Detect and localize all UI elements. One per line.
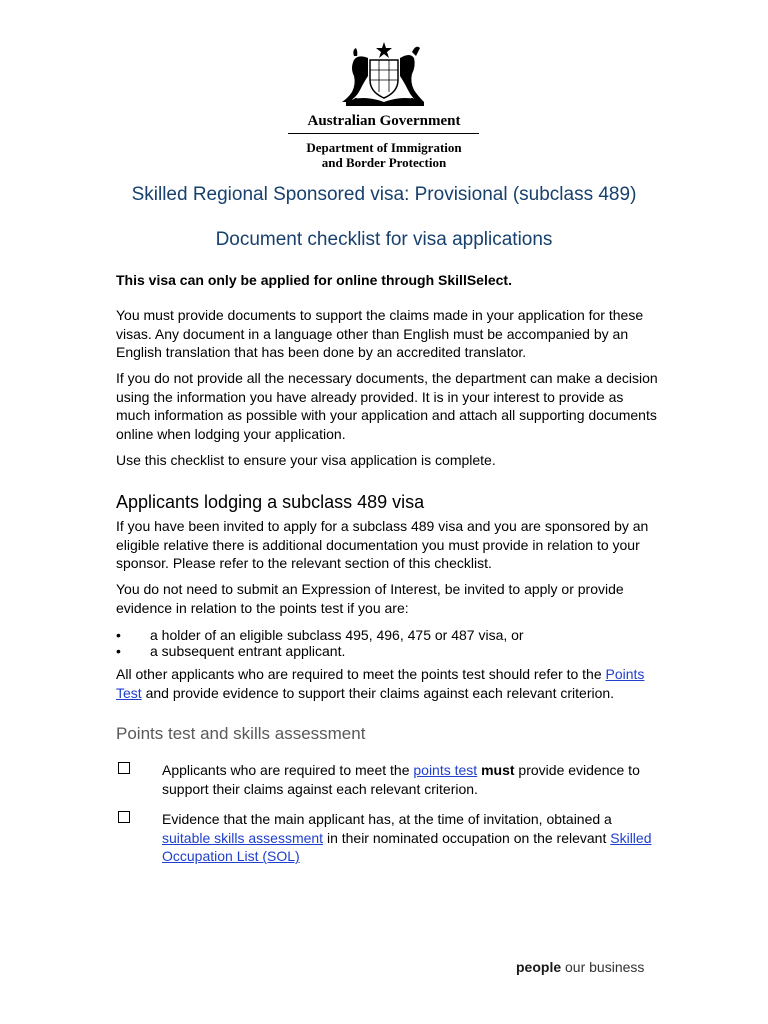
checklist-item-2-text: Evidence that the main applicant has, at the time of invitation, obtained a	[162, 811, 612, 827]
skilled-occupation-list-link[interactable]: Skilled Occupation List (SOL)	[162, 829, 652, 865]
department-line-1: Department of Immigration	[306, 140, 462, 155]
department-name	[288, 140, 480, 170]
intro-paragraph-2: If you do not provide all the necessary documents, the department can make a decision using the information you have already provided. It is in your interest to provide as much information as possible with your application and attach all supporting documents online when lodging your application.	[116, 370, 658, 442]
must-emphasis: must	[481, 762, 515, 778]
applicants-paragraph-2: You do not need to submit an Expression of Interest, be invited to apply or provide evidence in relation to the points test if you are:	[116, 581, 624, 616]
department-line-2: and Border Protection	[321, 155, 447, 170]
checklist-item-1-rest: provide evidence to support their claims against each relevant criterion.	[162, 762, 640, 797]
intro-paragraph-3: Use this checklist to ensure your visa application is complete.	[116, 452, 496, 468]
list-item-text: a holder of an eligible subclass 495, 496, 475 or 487 visa, or	[150, 627, 524, 643]
applicants-heading: Applicants lodging a subclass 489 visa	[116, 492, 425, 512]
points-test-inline-link[interactable]: points test	[413, 762, 478, 778]
points-heading: Points test and skills assessment	[116, 724, 366, 743]
page-title: Skilled Regional Sponsored visa: Provisional (subclass 489)	[131, 184, 637, 205]
applicants-paragraph-3	[116, 665, 661, 702]
online-only-note: This visa can only be applied for online through SkillSelect.	[116, 272, 512, 288]
footer-slogan-bold: people	[516, 959, 562, 975]
footer-slogan-light: our business	[561, 959, 645, 975]
footer-slogan	[516, 958, 644, 976]
checklist-checkbox-2[interactable]	[118, 811, 130, 823]
page-subtitle: Document checklist for visa applications	[215, 229, 553, 250]
checklist-checkbox-1[interactable]	[118, 762, 130, 774]
government-name: Australian Government	[307, 113, 461, 129]
points-test-intro-text: All other applicants who are required to meet the points test should refer to the	[116, 666, 606, 682]
checklist-item-2	[162, 810, 662, 866]
coat-of-arms-icon	[332, 40, 436, 108]
header-divider	[288, 133, 479, 134]
checklist-item-1	[162, 761, 662, 798]
points-test-link[interactable]: Points Test	[116, 666, 645, 701]
intro-paragraph-1: You must provide documents to support the claims made in your application for these visas. Any document in a language other than English must be accompanied by an English translation that has been done by an accredited translator.	[116, 307, 644, 361]
bullet-icon: •	[116, 627, 121, 643]
applicants-paragraph-1: If you have been invited to apply for a subclass 489 visa and you are sponsored by an eligible relative there is additional documentation you must provide in relation to your sponsor. Please refer to the relevant section of this checklist.	[116, 518, 649, 572]
skills-assessment-link[interactable]: suitable skills assessment	[162, 829, 324, 846]
bullet-icon: •	[116, 643, 121, 659]
list-item-text: a subsequent entrant applicant.	[150, 643, 346, 659]
checklist-item-2-middle: in their nominated occupation on the relevant	[323, 829, 611, 846]
checklist-item-1-text: Applicants who are required to meet the	[162, 762, 414, 778]
points-test-outro-text: and provide evidence to support their claims against each relevant criterion.	[141, 684, 615, 701]
